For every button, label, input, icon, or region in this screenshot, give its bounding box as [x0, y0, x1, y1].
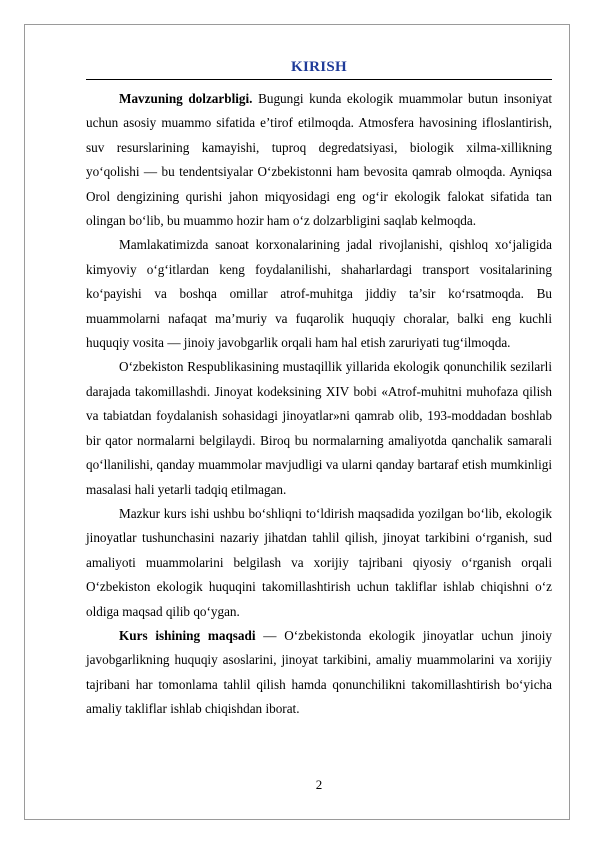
paragraph-text: — O‘zbekistonda ekologik jinoyatlar uchun jinoiy javobgarlikning huquqiy asoslarini, jinoyat tarkibini, amaliy muammolarini va xorijiy tajribani har tomonlama tahlil qilish hamda qonunchilikni takomillashtirish bo‘yicha amaliy takliflar ishlab chiqishdan iborat. [86, 627, 553, 717]
paragraph-legislation [86, 355, 552, 501]
paragraph-text: Mazkur kurs ishi ushbu bo‘shliqni to‘ldirish maqsadida yozilgan bo‘lib, ekologik jinoyatlar tushunchasini nazariy jihatdan tahlil qilish, jinoyat tarkibini o‘rganish, sud amaliyoti muammolarini belgilash va xorijiy tajribani qiyosiy o‘rganish orqali O‘zbekiston ekologik huquqini takomillashtirish uchun takliflar ishlab chiqishni o‘z oldiga maqsad qilib qo‘ygan. [86, 505, 552, 619]
heading-rule [86, 79, 552, 80]
paragraph-purpose-statement [86, 502, 552, 624]
paragraph-lead: Kurs ishining maqsadi [119, 627, 256, 643]
paragraph-text: O‘zbekiston Respublikasining mustaqillik yillarida ekologik qonunchilik sezilarli darajada takomillashdi. Jinoyat kodeksining XIV bobi «Atrof-muhitni muhofaza qilish va tabiatdan foydalanish sohasidagi jinoyatlar»ni qamrab olib, 193-moddadan boshlab bir qator normalarni belgilaydi. Biroq bu normalarning amaliyotda qanchalik samarali qo‘llanilishi, qanday muammolar mavjudligi va ularni qanday bartaraf etish mumkinligi masalasi hali yetarli tadqiq etilmagan. [86, 359, 552, 497]
paragraph-development [86, 233, 552, 355]
paragraph-text: Mamlakatimizda sanoat korxonalarining jadal rivojlanishi, qishloq xo‘jaligida kimyoviy o‘g‘itlardan keng foydalanilishi, shaharlardagi transport vositalarining ko‘payishi va boshqa omillar atrof-muhitga jiddiy ta’sir ko‘rsatmoqda. Bu muammolarni nafaqat ma’muriy va fuqarolik huquqiy choralar, balki eng kuchli huquqiy vosita — jinoiy javobgarlik orqali ham hal etish zaruriyati tug‘ilmoqda. [86, 237, 552, 351]
paragraph-lead: Mavzuning dolzarbligi. [119, 91, 253, 106]
body-text [86, 87, 552, 722]
page-number: 2 [315, 777, 323, 792]
paragraph-relevance [86, 87, 552, 233]
paragraph-text: Bugungi kunda ekologik muammolar butun insoniyat uchun asosiy muammo sifatida e’tirof etilmoqda. Atmosfera havosining ifloslantirish, suv resurslarining kamayishi, tuproq degredatsiyasi, biologik xilma-xillikning yo‘qolishi — bu tendentsiyalar O‘zbekistonni ham bevosita qamrab olmoqda. Ayniqsa Orol dengizining qurishi jahon miqyosidagi eng og‘ir ekologik falokat sifatida tan olingan bo‘lib, bu muammo hozir ham o‘z dolzarbligini saqlab kelmoqda. [86, 91, 553, 229]
section-heading: KIRISH [291, 59, 347, 75]
paragraph-objective [86, 624, 552, 722]
